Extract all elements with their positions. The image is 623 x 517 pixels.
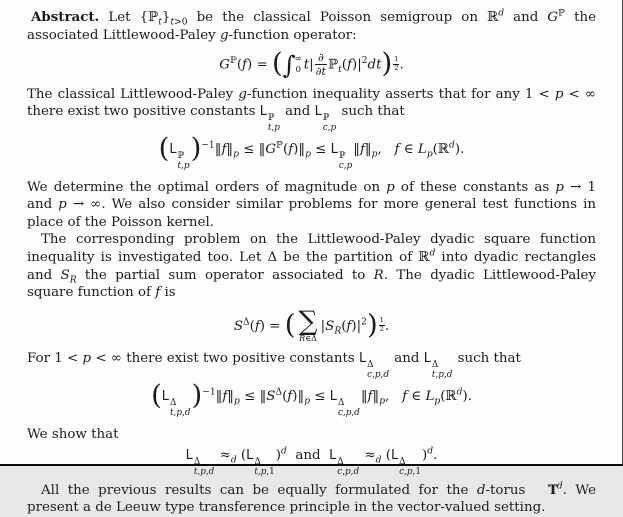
paragraph-torus-transference: All the previous results can be equally formulated for the d-torus T $T^d$. We present a de Leeuw type transference principle in the vector-valued setting. [27,482,596,517]
abstract-label: Abstract. [31,9,100,25]
paragraph-we-show-that: We show that [27,426,119,442]
equation-g-function-definition: $G^ℙ(f)$ = (∫ ∞ 0 t| $\frac{\partial}{\partial t}$ $ℙ_t(f)|^2dt$) $\frac{1}{2}$ . [219,48,404,80]
paragraph-classical-inequality: The classical Littlewood-Paley g-function inequality asserts that for any 1 < p < ∞ there exist two positive constants L ℙ t,p and L ℙ c,p such that [27,86,596,134]
paragraph-dyadic-constants: For 1 < p < ∞ there exist two positive constants L Δ c,p,d and L Δ t,p,d such that [27,351,521,380]
paragraph-intro-text: Let $\{ℙ_t\}_{t>0}$ be the classical Poisson semigroup on ℝ$^d$ and $G^ℙ$ the associated Littlewood-Paley g-function operator: [27,8,597,43]
paragraph-optimal-orders: We determine the optimal orders of magnitude on p of these constants as p → 1 and p → ∞. We also consider similar problems for more general test functions in place of the Poisson kernel. [27,179,597,230]
equation-g-function-inequality: (L ℙ t,p )$^{-1}‖f‖_p$ ≤ $‖G^ℙ(f)‖_p \le L$ ℙ c,p $‖f‖_p$, f ∈ $L_p(ℝ^d)$. [158,132,465,171]
equation-constants-equivalence: L Δ t,p,d $\approx_d$ (L Δ t,p,1 )$^d$ and L Δ c,p,d $\approx_d$ (L Δ c,p,1 )$^d$. [185,446,438,477]
paragraph-dyadic-problem: The corresponding problem on the Littlewood-Paley dyadic square function inequality is investigated too. Let Δ be the partition of ℝ$^d$ into dyadic rectangles and $S_R$ the partial sum operator associated to R. The dyadic Littlewood-Paley square function of f is [27,232,597,301]
equation-dyadic-inequality: (L Δ t,p,d )$^{-1}‖f‖_p$ ≤ $‖S^\Delta(f)‖_p \le L$ Δ c,p,d $‖f‖_p$, f ∈ $L_p(ℝ^d)$. [151,379,472,418]
paragraph-intro [27,9,596,44]
equation-dyadic-square-function: $S^\Delta(f)$ = ( ∑ R∈Δ $|S_R(f)|^2$) $\frac{1}{2}$ . [233,305,390,344]
